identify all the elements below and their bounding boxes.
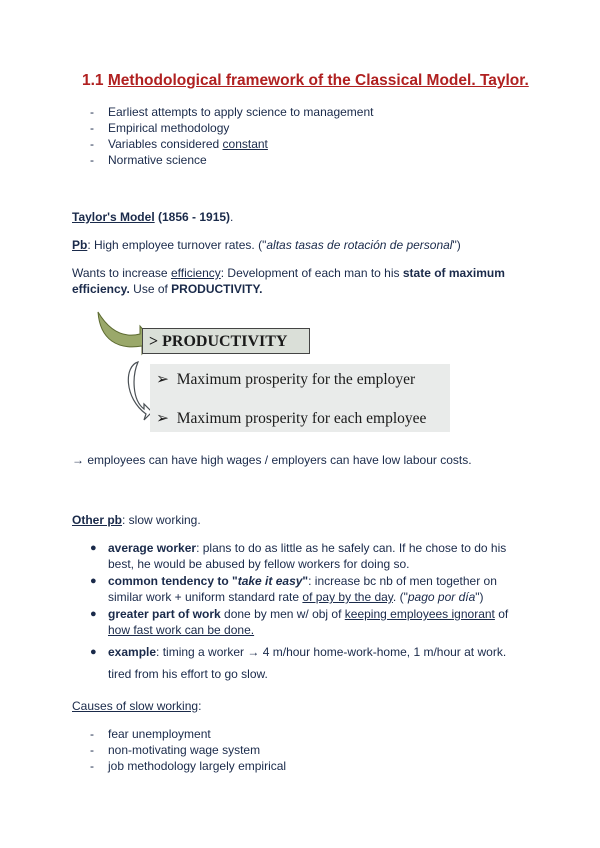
list-item: - Normative science [90, 152, 373, 168]
causes-list [90, 726, 286, 774]
list-item: - fear unemployment [90, 726, 286, 742]
constant-link: constant [222, 137, 268, 151]
taylor-heading: Taylor's Model (1856 - 1915). [72, 210, 234, 224]
bullet-icon: ● [90, 646, 97, 658]
outcome-line: → employees can have high wages / employers can have low labour costs. [72, 453, 472, 467]
section-number: 1.1 [82, 72, 104, 89]
list-item: ● common tendency to "take it easy": increase bc nb of men together on similar work + uniform standard rate of pay by the day. ("pago por día") [90, 574, 497, 604]
prosperity-employer: ➢ Maximum prosperity for the employer [156, 371, 416, 388]
pb-line: Pb: High employee turnover rates. ("altas tasas de rotación de personal") [72, 238, 461, 252]
slow-working-bullets [90, 540, 530, 660]
section-title: Methodological framework of the Classical Model. Taylor. [107, 72, 529, 89]
list-item: - Empirical methodology [90, 120, 373, 136]
bullet-icon: ● [90, 542, 97, 554]
prosperity-employee: ➢ Maximum prosperity for each employee [156, 410, 427, 427]
page-title [82, 72, 529, 90]
list-item: ● average worker: plans to do as little as he safely can. If he chose to do his best, he would be abused by fellow workers for doing so. [90, 541, 507, 571]
arrow-bullet-icon: ➢ [156, 410, 169, 427]
list-item: - non-motivating wage system [90, 742, 286, 758]
list-item: ● greater part of work done by men w/ obj of keeping employees ignorant of how fast work can be done. [90, 607, 509, 637]
prosperity-box [150, 364, 450, 432]
bullet-icon: ● [90, 608, 97, 620]
example-continuation: tired from his effort to go slow. [108, 667, 268, 681]
arrow-bullet-icon: ➢ [156, 371, 169, 388]
curved-arrows [94, 306, 154, 428]
wants-paragraph: Wants to increase efficiency: Development of each man to his state of maximum efficiency. Use of PRODUCTIVITY. [72, 266, 505, 296]
bullet-icon: ● [90, 575, 97, 587]
list-item: - Variables considered constant [90, 136, 373, 152]
list-item: - Earliest attempts to apply science to management [90, 104, 373, 120]
other-pb-heading: Other pb: slow working. [72, 513, 201, 527]
intro-list [90, 104, 373, 168]
causes-heading: Causes of slow working: [72, 699, 202, 713]
productivity-box: > PRODUCTIVITY [142, 328, 310, 354]
list-item: - job methodology largely empirical [90, 758, 286, 774]
list-item: ● example: timing a worker → 4 m/hour home-work-home, 1 m/hour at work. [90, 645, 507, 659]
